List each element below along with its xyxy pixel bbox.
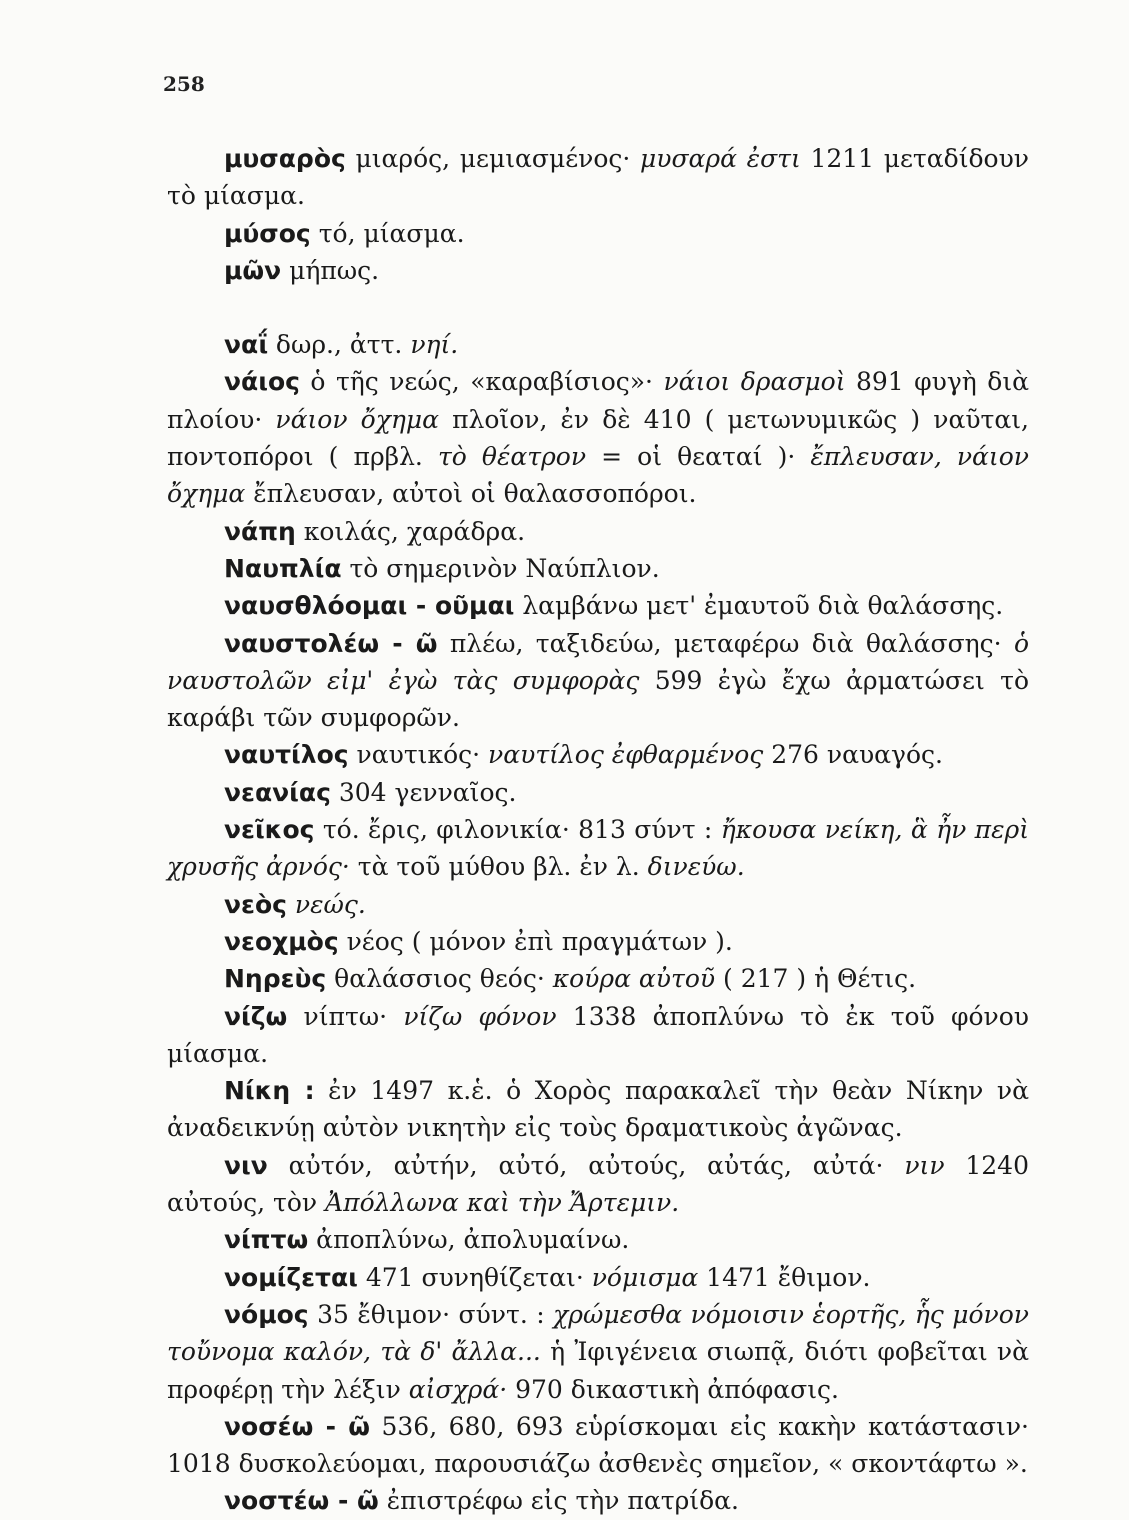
entry-headword: νεοχμὸς [224,926,339,956]
dictionary-entry [167,140,1029,215]
entry-definition: 471 συνηθίζεται· [357,1262,592,1292]
entry-headword: νόμος [224,1299,309,1329]
entry-definition: θαλάσσιος θεός· [326,964,553,994]
entry-quote: τὸ θέατρον [437,442,587,472]
entry-quote: νιν [904,1150,945,1180]
dictionary-entry [167,774,1029,811]
dictionary-entry [167,550,1029,587]
entry-headword: νάιος [224,367,300,397]
entry-headword: Νίκη : [224,1076,315,1106]
entry-definition: 1338 ἀποπλύνω τὸ ἐκ τοῦ φόνου μίασμα. [167,1001,1030,1068]
dictionary-entry [167,998,1029,1073]
entry-definition: 536, 680, 693 εὑρίσκομαι εἰς κακὴν κατάστασιν· 1018 δυσκολεύομαι, παρουσιάζω ἀσθενὲς σημεῖον, « σκοντάφτω ». [167,1411,1029,1479]
dictionary-entry [167,625,1029,737]
entry-quote: χρώμεσθα νόμοισιν ἑορτῆς, ἧς μόνον τοὔνομα καλόν, τὰ δ' ἄλλα... [167,1299,1029,1367]
entry-definition: 1240 αὐτούς, τὸν [167,1150,1029,1218]
entry-definition [287,890,295,919]
dictionary-entry [167,1072,1029,1147]
entry-definition: ναυτικός· [348,740,489,770]
entry-quote: ἔπλευσαν, νάιον ὄχημα [167,442,1029,509]
entry-quote: νίζω φόνον [403,1001,557,1031]
entry-definition: ἡ Ἰφιγένεια σιωπᾷ, διότι φοβεῖται νὰ προφέρῃ τὴν λέξιν [167,1337,1029,1404]
entry-headword: ναΐ [224,330,268,360]
dictionary-entry [167,1482,1029,1519]
dictionary-text [167,140,1029,1520]
entry-definition: λαμβάνω μετ' ἐμαυτοῦ διὰ θαλάσσης. [514,591,1004,621]
entry-headword: νομίζεται [224,1262,358,1292]
entry-headword: ναυσθλόομαι - οῦμαι [224,591,515,621]
dictionary-entry [167,513,1029,550]
entry-headword: νίπτω [224,1225,309,1255]
entry-definition: ἔπλευσαν, αὐτοὶ οἱ θαλασσοπόροι. [245,479,697,509]
entry-definition: δωρ., ἀττ. [267,330,411,360]
entry-headword: νάπη [224,516,296,546]
entry-definition: ἐν 1497 κ.ἑ. ὁ Χορὸς παρακαλεῖ τὴν θεὰν Νίκην νὰ ἀναδεικνύῃ αὐτὸν νικητὴν εἰς τοὺς δραματικοὺς ἀγῶνας. [167,1076,1029,1143]
entry-definition: κοιλάς, χαράδρα. [295,516,526,546]
entry-definition: τό. ἔρις, φιλονικία· 813 σύντ : [314,815,721,845]
entry-definition: 276 ναυαγός. [763,740,943,770]
entry-headword: ναυτίλος [224,740,349,770]
entry-quote: νόμισμα [591,1262,699,1292]
entry-quote: ναυτίλος ἐφθαρμένος [488,740,764,770]
entry-definition: 1471 ἔθιμον. [698,1262,871,1292]
entry-definition: τὰ τοῦ μύθου βλ. ἐν λ. [349,852,648,882]
dictionary-entry [167,960,1029,997]
entry-headword: νοσέω - ῶ [224,1411,370,1441]
entry-definition: μήπως. [281,255,380,285]
entry-quote: νεώς. [294,889,366,919]
dictionary-entry [167,1296,1029,1408]
entry-definition: 599 ἐγὼ ἔχω ἀρματώσει τὸ καράβι τῶν συμφορῶν. [167,665,1029,733]
entry-definition: πλοῖον, ἐν δὲ 410 ( μετωνυμικῶς ) ναῦται, ποντοπόροι ( πρβλ. [167,404,1029,472]
entry-definition: ἐπιστρέφω εἰς τὴν πατρίδα. [378,1486,739,1516]
dictionary-entry [167,886,1029,923]
entry-headword: νεὸς [224,889,287,919]
entry-definition: ( 217 ) ἡ Θέτις. [715,964,917,994]
page-number: 258 [163,72,205,96]
entry-headword: ναυστολέω - ῶ [224,628,438,658]
entry-quote: νάιον ὄχημα [275,404,439,434]
entry-headword: μύσος [224,218,311,248]
dictionary-entry [167,326,1029,363]
entry-definition: τό, μίασμα. [310,218,465,248]
dictionary-entry [167,736,1029,773]
dictionary-entry [167,363,1029,512]
entry-definition: μιαρός, μεμιασμένος· [345,144,641,173]
dictionary-entry [167,1221,1029,1258]
entry-quote: δινεύω. [647,852,745,882]
entry-quote: μυσαρά ἐστι [640,144,801,173]
dictionary-entry [167,1408,1029,1483]
entry-headword: νοστέω - ῶ [224,1486,379,1516]
entry-quote: νάιοι δρασμοὶ [663,367,846,397]
entry-quote: ἤκουσα νείκη, ἃ ἦν περὶ χρυσῆς ἀρνός· [167,815,1029,882]
entry-definition: τὸ σημερινὸν Ναύπλιον. [341,553,660,583]
entry-headword: νεῖκος [224,815,315,845]
dictionary-entry [167,1147,1029,1222]
entry-definition: 35 ἔθιμον· σύντ. : [308,1299,554,1329]
dictionary-entry [167,252,1029,289]
entry-headword: Νηρεὺς [224,964,327,994]
entry-definition: = οἱ θεαταί )· [586,442,811,472]
entry-headword: νεανίας [224,777,331,807]
entry-quote: νηί. [410,330,459,360]
entry-quote: κούρα αὐτοῦ [552,964,716,994]
entry-headword: μυσαρὸς [224,144,346,173]
entry-definition: αὐτόν, αὐτήν, αὐτό, αὐτούς, αὐτάς, αὐτά· [267,1150,905,1180]
dictionary-entry [167,1259,1029,1296]
entry-definition: ἀποπλύνω, ἀπολυμαίνω. [308,1225,630,1255]
entry-quote: Ἀπόλλωνα καὶ τὴν Ἄρτεμιν. [325,1188,680,1218]
entry-definition: 970 δικαστικὴ ἀπόφασις. [507,1374,839,1404]
dictionary-entry [167,811,1029,886]
dictionary-entry [167,587,1029,624]
entry-headword: μῶν [224,255,282,285]
entry-headword: νίζω [224,1001,288,1031]
entry-definition: 1211 μεταδίδουν τὸ μίασμα. [167,144,1029,211]
dictionary-entry [167,923,1029,960]
entry-quote: αἰσχρά· [408,1374,508,1404]
entry-quote: ὁ ναυστολῶν εἰμ' ἐγὼ τὰς συμφορὰς [167,628,1029,695]
entry-headword: νιν [224,1150,268,1180]
entry-definition: νίπτω· [287,1001,404,1031]
entry-definition: πλέω, ταξιδεύω, μεταφέρω διὰ θαλάσσης· [437,628,1014,658]
entry-headword: Ναυπλία [224,553,342,583]
entry-definition: 891 φυγὴ διὰ πλοίου· [167,367,1029,434]
entry-definition: ὁ τῆς νεώς, «καραβίσιος»· [299,367,664,397]
dictionary-entry [167,215,1029,252]
entry-definition: 304 γενναῖος. [330,777,517,807]
entry-definition: νέος ( μόνον ἐπὶ πραγμάτων ). [338,926,733,956]
